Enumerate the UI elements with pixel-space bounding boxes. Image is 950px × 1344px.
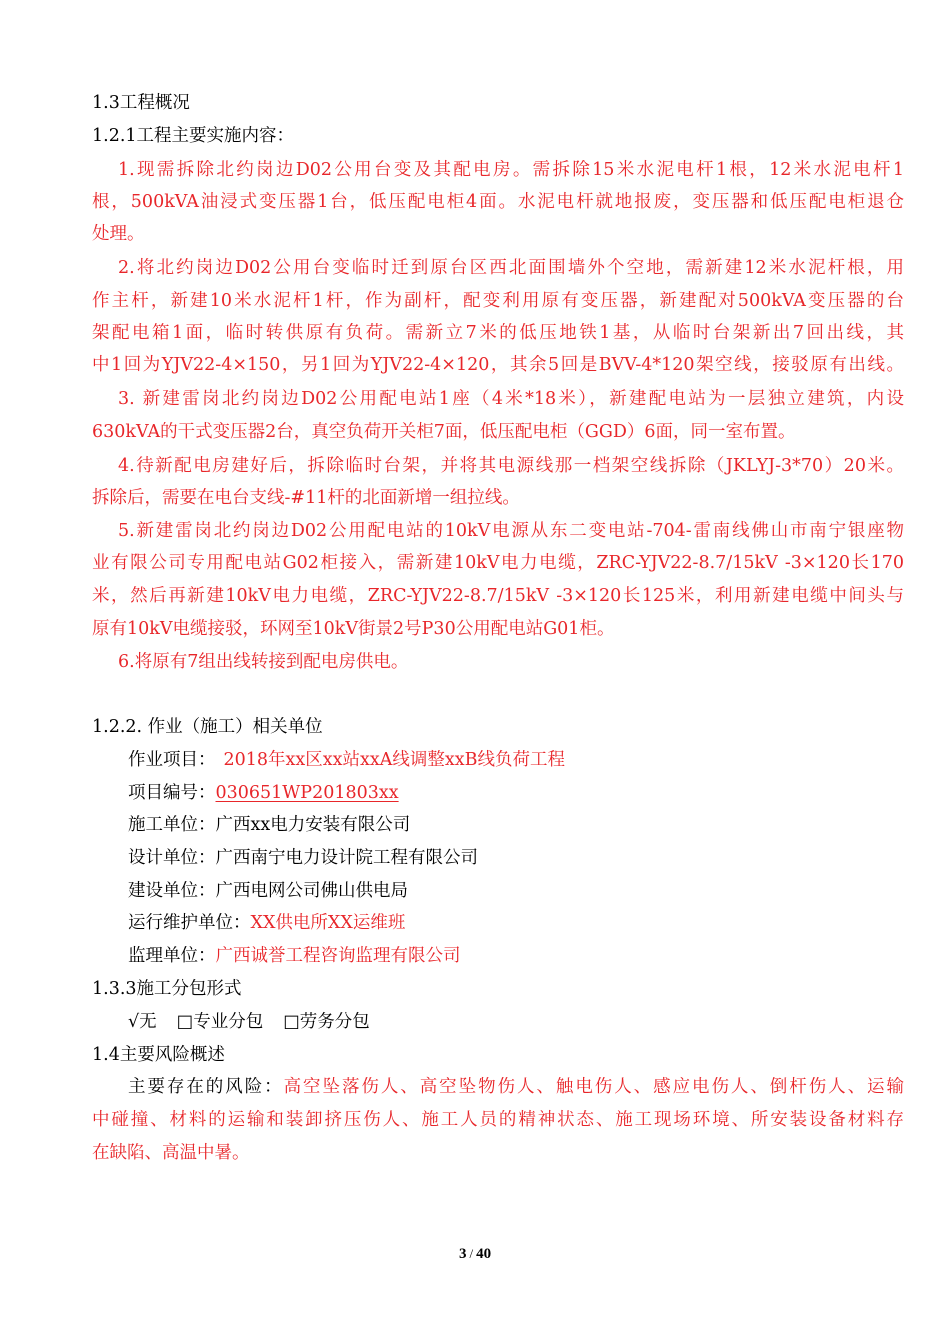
supervision-row [128,944,461,968]
ops-row [128,911,405,935]
item-4-line-1: 4.待新配电房建好后，拆除临时台架，并将其电源线那一档架空线拆除（JKLYJ-3*70）20米。 [118,456,904,476]
item-2-line-3: 架配电箱1面，临时转供原有负荷。需新立7米的低压地铁1基，从临时台架新出7回出线，其 [92,323,904,343]
risk-label: 主要存在的风险： [128,1077,284,1097]
item-1-line-3: 处理。 [92,224,145,244]
item-2-line-4: 中1回为YJV22-4×150，另1回为YJV22-4×120，其余5回是BVV-4*120架空线，接驳原有出线。 [92,355,904,375]
design-value: 广西南宁电力设计院工程有限公司 [215,848,478,868]
page-separator: / [469,1246,474,1261]
design-row [128,846,478,870]
item-5-line-3: 米，然后再新建10kV电力电缆，ZRC-YJV22-8.7/15kV -3×120长125米，利用新建电缆中间头与 [92,586,904,606]
supervision-label: 监理单位： [128,946,216,966]
item-2-line-1: 2.将北约岗边D02公用台变临时迁到原台区西北面围墙外个空地，需新建12米水泥杆根，用 [118,258,904,278]
section-heading-1-2-1: 1.2.1工程主要实施内容： [92,126,295,146]
item-1-line-1: 1.现需拆除北约岗边D02公用台变及其配电房。需拆除15米水泥电杆1根，12米水泥电杆1 [118,160,904,180]
construction-value: 广西xx电力安装有限公司 [215,815,411,835]
item-4-line-2: 拆除后，需要在电台支线-#11杆的北面新增一组拉线。 [92,488,520,508]
item-5-line-4: 原有10kV电缆接驳，环网至10kV街景2号P30公用配电站G01柜。 [92,619,615,639]
project-label: 作业项目： [128,750,216,770]
section-heading-1-4: 1.4主要风险概述 [92,1045,225,1065]
risk-text-1: 高空坠落伤人、高空坠物伤人、触电伤人、感应电伤人、倒杆伤人、运输 [283,1077,905,1097]
code-row [128,781,399,805]
item-5-line-2: 业有限公司专用配电站G02柜接入，需新建10kV电力电缆，ZRC-YJV22-8.7/15kV -3×120长170 [92,553,904,573]
item-1-line-2: 根，500kVA油浸式变压器1台，低压配电柜4面。水泥电杆就地报废，变压器和低压配电柜退仓 [92,192,904,212]
subcontract-options [128,1010,370,1034]
item-3-line-1: 3. 新建雷岗北约岗边D02公用配电站1座（4米*18米），新建配电站为一层独立建筑，内设 [118,389,904,409]
item-3-line-2: 630kVA的干式变压器2台，真空负荷开关柜7面，低压配电柜（GGD）6面，同一室布置。 [92,422,796,442]
project-value: 2018年xx区xx站xxA线调整xxB线负荷工程 [223,750,565,770]
builder-value: 广西电网公司佛山供电局 [215,881,408,901]
option-professional: □专业分包 [176,1012,264,1032]
risk-line-2: 中碰撞、材料的运输和装卸挤压伤人、施工人员的精神状态、施工现场环境、所安装设备材料存 [92,1110,904,1130]
builder-row [128,879,408,903]
page-number [0,1242,950,1266]
code-label: 项目编号： [128,783,216,803]
page-current: 3 [458,1246,467,1262]
option-labor: □劳务分包 [283,1012,370,1032]
design-label: 设计单位： [128,848,216,868]
code-value: 030651WP201803xx [215,783,399,803]
item-5-line-1: 5.新建雷岗北约岗边D02公用配电站的10kV电源从东二变电站-704-雷南线佛山市南宁银座物 [118,521,904,541]
project-row [128,748,565,772]
section-heading-1-3: 1.3工程概况 [92,93,190,113]
supervision-value: 广西诚誉工程咨询监理有限公司 [215,946,461,966]
item-6-line-1: 6.将原有7组出线转接到配电房供电。 [118,652,409,672]
risk-line-1 [128,1075,904,1099]
ops-label: 运行维护单位： [128,913,251,933]
option-none: √无 [128,1012,157,1032]
construction-label: 施工单位： [128,815,216,835]
section-heading-1-3-3: 1.3.3施工分包形式 [92,979,242,999]
item-2-line-2: 作主杆，新建10米水泥杆1杆，作为副杆，配变利用原有变压器，新建配对500kVA变压器的台 [92,291,904,311]
risk-line-3: 在缺陷、高温中暑。 [92,1143,250,1163]
section-heading-1-2-2: 1.2.2. 作业（施工）相关单位 [92,717,323,737]
ops-value: XX供电所XX运维班 [250,913,406,933]
construction-row [128,813,410,837]
builder-label: 建设单位： [128,881,216,901]
page-total: 40 [476,1246,492,1262]
